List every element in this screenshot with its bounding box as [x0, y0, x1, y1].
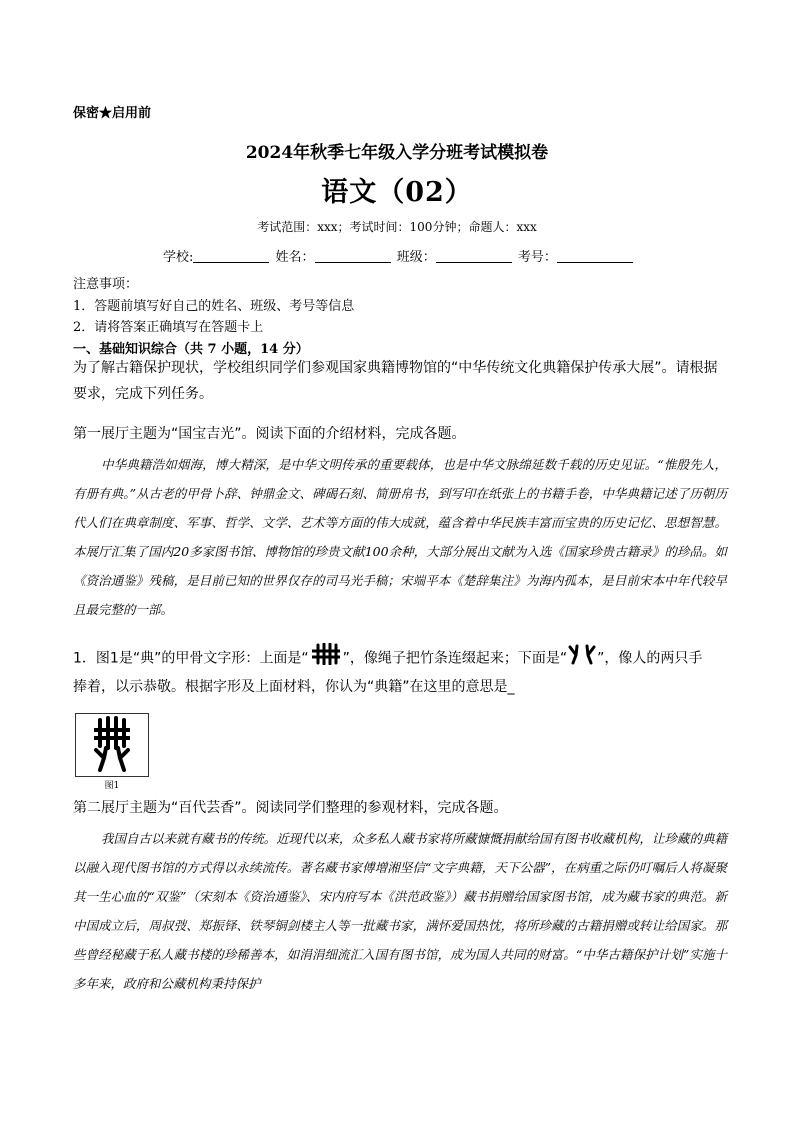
- class-field[interactable]: [436, 249, 512, 263]
- material-passage-2: 我国自古以来就有藏书的传统。近现代以来，众多私人藏书家将所藏慷慨捐献给国有图书收藏机构，让珍藏的典籍以融入现代图书馆的方式得以永续流传。著名藏书家傅增湘坚信“文字典籍，天下公器”，在病重之际仍叮嘱后人将凝聚其一生心血的“双鉴”（宋刻本《资治通鉴》、宋内府写本《洪范政鉴》）藏书捐赠给国家图书馆，成为藏书家的典范。新中国成立后，周叔弢、郑振铎、铁琴铜剑楼主人等一批藏书家，满怀爱国热忱，将所珍藏的古籍捐赠或转让给国家。那些曾经秘藏于私人藏书楼的珍稀善本，如涓涓细流汇入国有图书馆，成为国人共同的财富。“中华古籍保护计划”实施十多年来，政府和公藏机构秉持保护: [73, 831, 727, 991]
- class-label: 班级：: [396, 250, 436, 265]
- note-item-1: 1．答题前填写好自己的姓名、班级、考号等信息: [73, 299, 355, 314]
- oracle-bone-dian-icon: [76, 714, 148, 776]
- section-heading: 一、基础知识综合（共 7 小题，14 分）: [73, 342, 309, 357]
- school-field[interactable]: [193, 249, 269, 263]
- exam-info: 考试范围：xxx；考试时间：100分钟；命题人：xxx: [257, 220, 537, 234]
- name-field[interactable]: [315, 249, 391, 263]
- question-1-text-a: 1．图1是“典”的甲骨文字形：上面是“: [73, 650, 309, 667]
- number-label: 考号：: [517, 250, 557, 265]
- material-passage-1: 中华典籍浩如烟海，博大精深，是中华文明传承的重要载体，也是中华文脉绵延数千载的历史见证。“惟殷先人，有册有典。”从古老的甲骨卜辞、钟鼎金文、碑碣石刻、简册帛书，到写印在纸张上的书籍手卷，中华典籍记述了历朝历代人们在典章制度、军事、哲学、文学、艺术等方面的伟大成就，蕴含着中华民族丰富而宝贵的历史记忆、思想智慧。本展厅汇集了国内20多家图书馆、博物馆的珍贵文献100余种，大部分展出文献为入选《国家珍贵古籍录》的珍品。如《资治通鉴》残稿，是目前已知的世界仅存的司马光手稿；宋端平本《楚辞集注》为海内孤本，是目前宋本中年代较早且最完整的一部。: [73, 457, 727, 617]
- notes-title: 注意事项：: [73, 277, 139, 292]
- hall2-prompt: 第二展厅主题为“百代芸香”。阅读同学们整理的参观材料，完成各题。: [73, 800, 508, 816]
- confidential-label: 保密★启用前: [73, 106, 152, 121]
- section-intro: 为了解古籍保护现状，学校组织同学们参观国家典籍博物馆的“中华传统文化典籍保护传承大展”。请根据要求，完成下列任务。: [73, 360, 718, 402]
- name-label: 姓名：: [275, 250, 315, 265]
- oracle-bone-top-glyph: [309, 643, 343, 674]
- hall1-prompt: 第一展厅主题为“国宝吉光”。阅读下面的介绍材料，完成各题。: [73, 426, 466, 442]
- question-1-text-b: ”，像绳子把竹条连缀起来；下面是“: [342, 650, 568, 667]
- question-1-text-c: ”，像人的两只手: [597, 650, 703, 667]
- oracle-bone-hands-glyph: [567, 643, 597, 674]
- note-item-2: 2．请将答案正确填写在答题卡上: [73, 320, 264, 335]
- question-1: [73, 643, 727, 674]
- exam-title: 2024年秋季七年级入学分班考试模拟卷: [245, 143, 549, 163]
- figure-1-caption: 图1: [104, 781, 120, 791]
- student-info-row: [163, 246, 635, 265]
- subject-title: 语文（02）: [321, 177, 473, 208]
- school-label: 学校:: [163, 250, 194, 265]
- number-field[interactable]: [557, 249, 633, 263]
- question-1-line-2: 捧着，以示恭敬。根据字形及上面材料，你认为“典籍”在这里的意思是_: [73, 679, 515, 695]
- figure-1-box: [75, 713, 149, 777]
